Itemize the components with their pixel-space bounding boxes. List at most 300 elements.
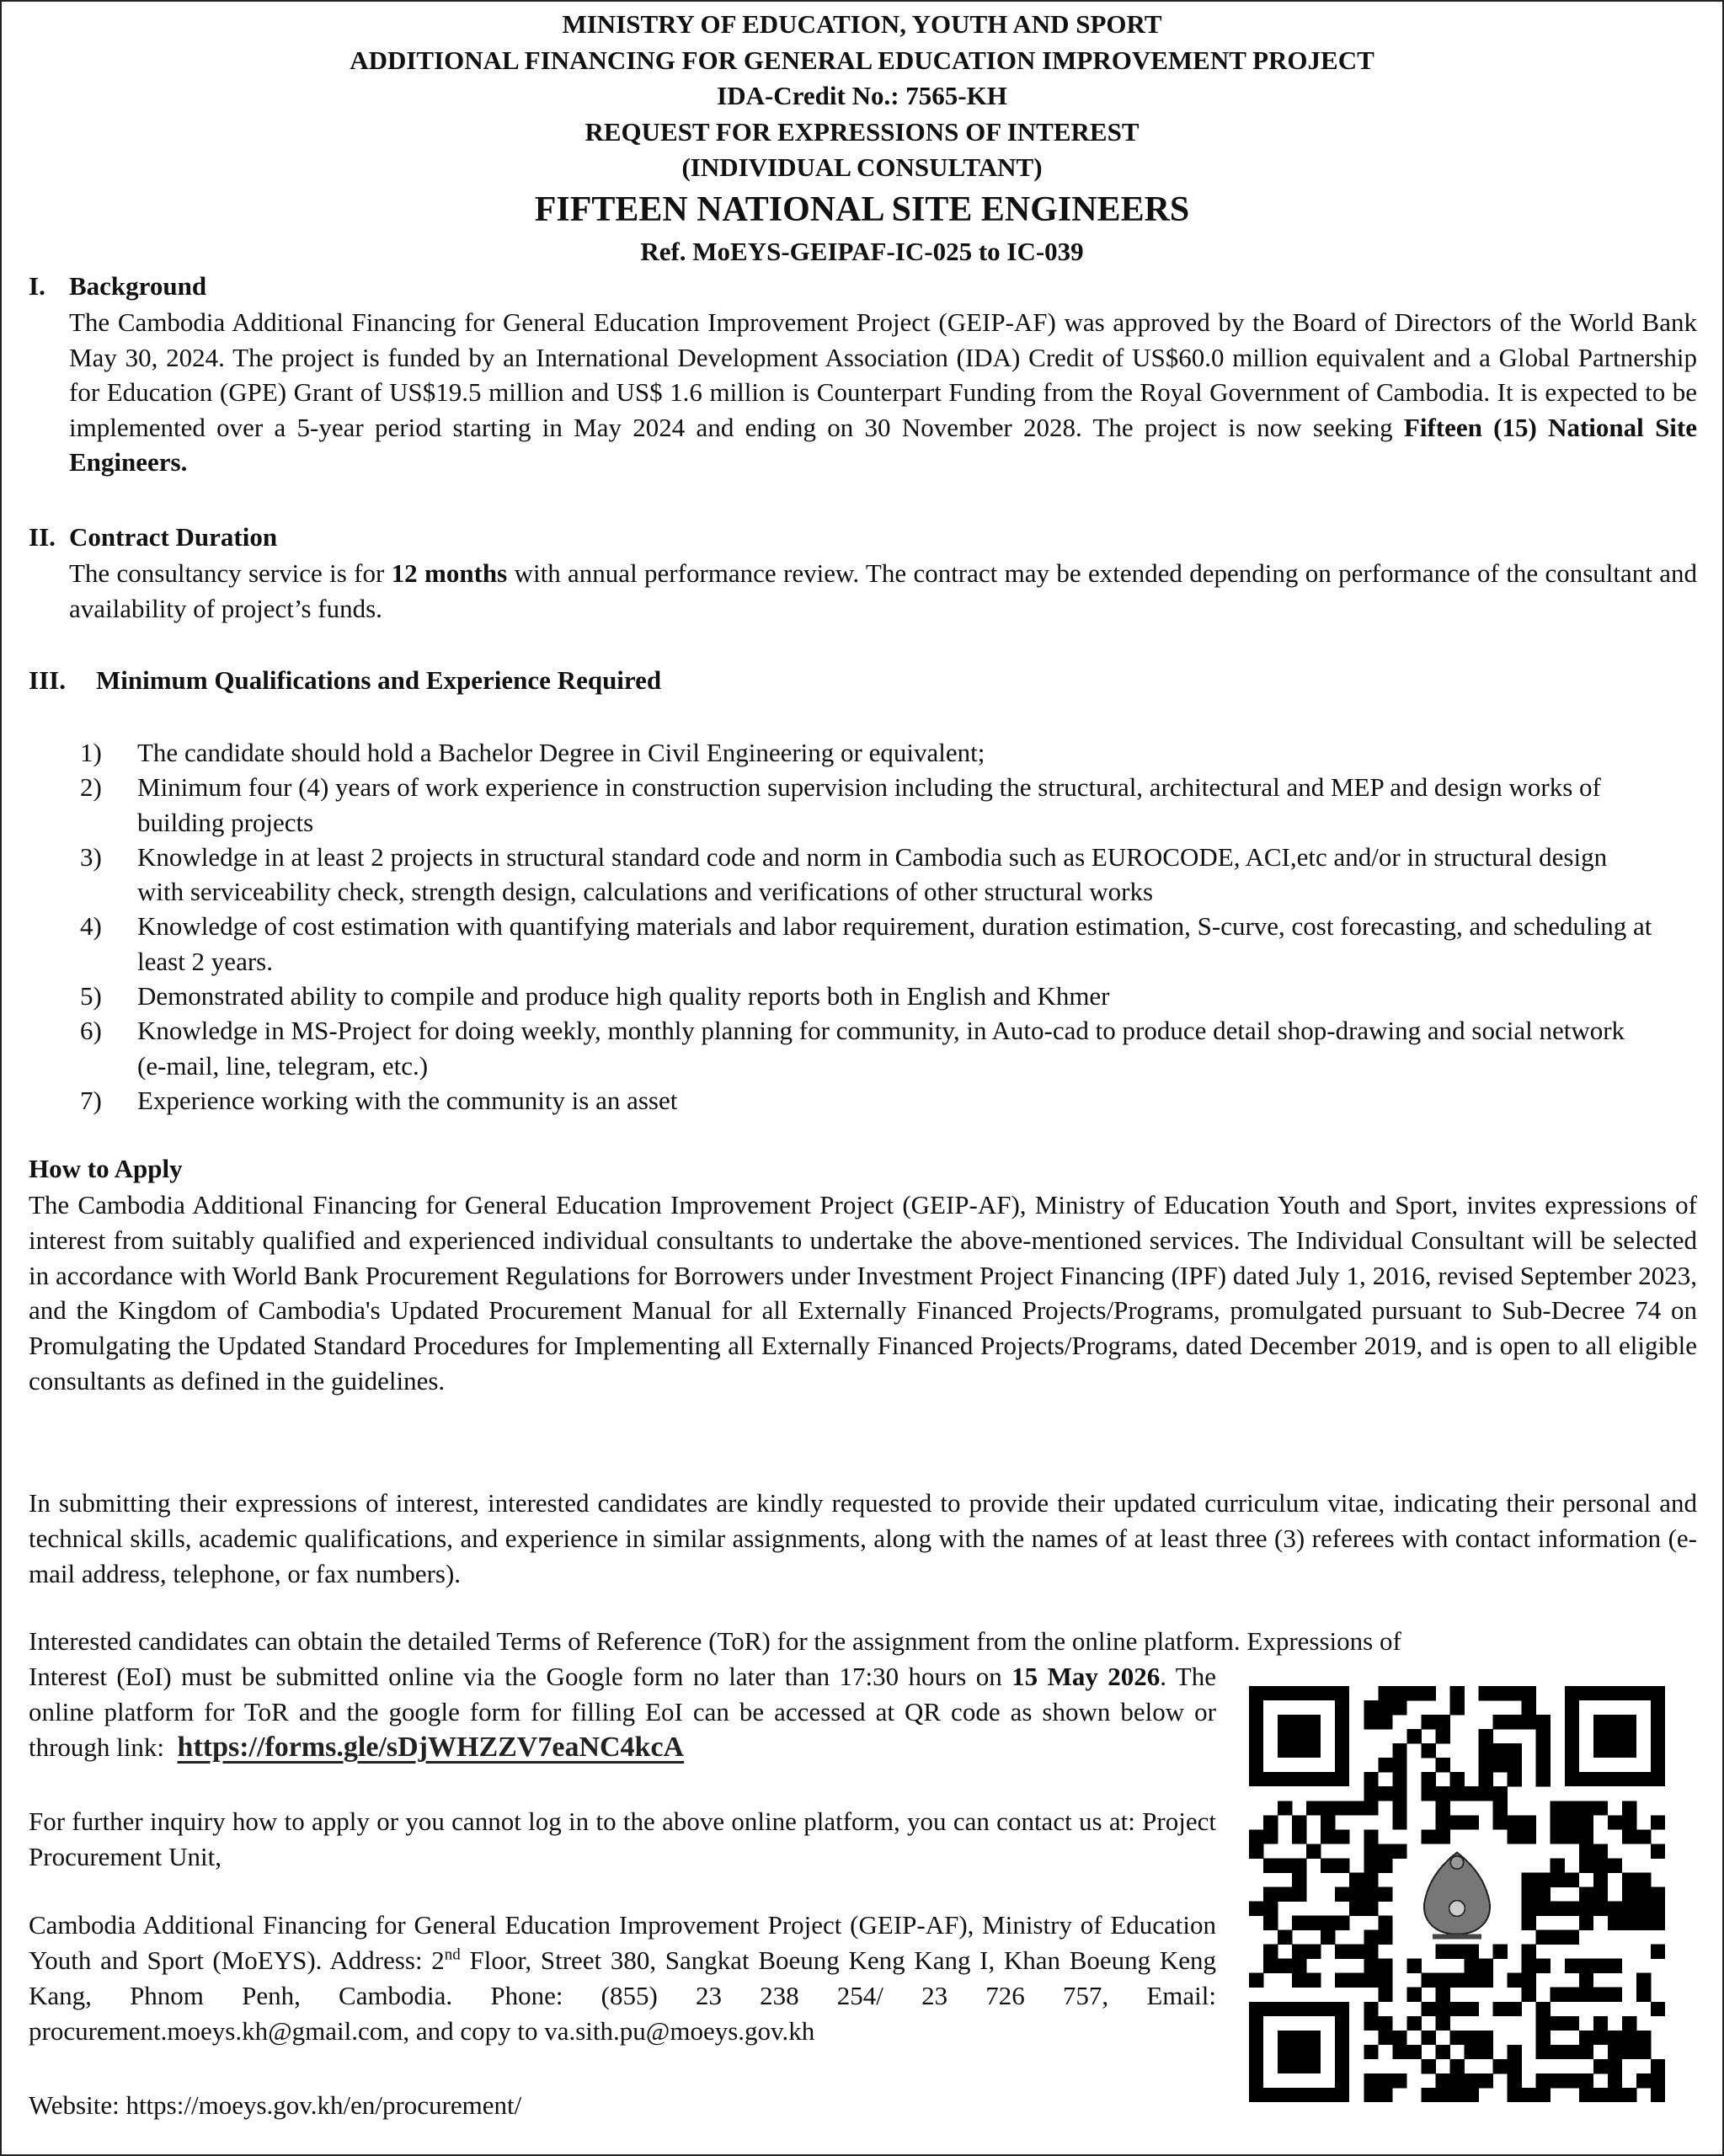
contact-address-paragraph (29, 1908, 1216, 2049)
qr-module (1579, 2073, 1593, 2088)
qr-module (1321, 1801, 1335, 1815)
qr-module (1335, 1829, 1349, 1844)
qr-module (1392, 1801, 1406, 1815)
background-text: The Cambodia Additional Financing for General Education Improvement Project (GEIP-AF) was approved by the Board of Directors of the World Bank May 30, 2024. The project is funded by an International Development Association (IDA) Credit of US$60.0 million equivalent and a Global Partnership for Education (GPE) Grant of US$19.5 million and US$ 1.6 million is Counterpart Funding from the Royal Government of Cambodia. It is expected to be implemented over a 5-year period starting in May 2024 and ending on 30 November 2028. The project is now seeking (69, 307, 1697, 442)
contract-text: The consultancy service is for (69, 558, 392, 588)
qr-module (1651, 1886, 1665, 1901)
qr-module (1406, 1686, 1421, 1700)
qr-module (1435, 1945, 1449, 1959)
qr-module (1449, 2059, 1464, 2073)
qr-module (1636, 1886, 1651, 1901)
qr-module (1551, 1988, 1565, 2002)
qr-module (1565, 1930, 1579, 1945)
contract-paragraph (69, 556, 1697, 626)
ordinal-suffix: nd (444, 1945, 461, 1964)
qr-module (1636, 2045, 1651, 2059)
qr-module (1508, 2059, 1522, 2073)
qr-module (1579, 2045, 1593, 2059)
qr-module (1249, 1973, 1263, 1988)
qr-module (1421, 1786, 1435, 1801)
qr-module (1493, 1815, 1508, 1829)
qr-module (1364, 1700, 1378, 1715)
qr-module (1406, 1729, 1421, 1743)
qr-module (1378, 1988, 1392, 2002)
qr-module (1551, 1930, 1565, 1945)
qr-module (1522, 1959, 1536, 1973)
qr-module (1651, 1844, 1665, 1858)
qr-module (1449, 2073, 1464, 2088)
qr-module (1593, 2059, 1608, 2073)
qr-module (1479, 1743, 1493, 1758)
qr-module (1292, 1858, 1306, 1872)
qr-module (1479, 1959, 1493, 1973)
qr-module (1551, 1902, 1565, 1916)
qr-module (1392, 2045, 1406, 2059)
list-text: Minimum four (4) years of work experience in construction supervision including the structural, architectural and MEP and design works of building projects (137, 772, 1601, 837)
qr-module (1508, 1829, 1522, 1844)
qr-module (1349, 1872, 1364, 1886)
project-name: ADDITIONAL FINANCING FOR GENERAL EDUCATION IMPROVEMENT PROJECT (350, 45, 1374, 75)
qr-module (1608, 1815, 1622, 1829)
section-number: III. (29, 665, 66, 695)
qr-module (1292, 1973, 1306, 1988)
qr-module (1435, 1973, 1449, 1988)
qr-finder-bottom-left (1249, 2002, 1349, 2102)
qr-module (1321, 1858, 1335, 1872)
qr-module (1651, 2073, 1665, 2088)
qr-module (1593, 1801, 1608, 1815)
qr-module (1465, 1959, 1479, 1973)
qr-module (1493, 1801, 1508, 1815)
section-title: Contract Duration (69, 522, 278, 552)
qr-module (1392, 1686, 1406, 1700)
qr-module (1565, 1801, 1579, 1815)
qr-module (1292, 1916, 1306, 1930)
qr-module (1522, 1988, 1536, 2002)
qr-module (1608, 2045, 1622, 2059)
qr-module (1306, 1916, 1321, 1930)
qr-module (1335, 1858, 1349, 1872)
list-item (80, 770, 1655, 840)
qr-module (1435, 1786, 1449, 1801)
qr-module (1608, 1916, 1622, 1930)
qr-module (1465, 2031, 1479, 2045)
google-form-link[interactable]: https://forms.gle/sDjWHZZV7eaNC4kcA (177, 1732, 685, 1763)
qr-module (1364, 1930, 1378, 1945)
qr-module (1406, 1988, 1421, 2002)
qr-module (1378, 1858, 1392, 1872)
qr-module (1522, 1886, 1536, 1901)
qr-module (1522, 1815, 1536, 1829)
qr-module (1579, 1815, 1593, 1829)
qr-module (1449, 1815, 1464, 1829)
qr-module (1292, 1959, 1306, 1973)
qr-module (1579, 1902, 1593, 1916)
qr-module (1306, 1801, 1321, 1815)
qr-module (1508, 1743, 1522, 1758)
qr-module (1608, 2073, 1622, 2088)
qr-module (1608, 1959, 1622, 1973)
qr-module (1579, 1916, 1593, 1930)
qr-module (1378, 1758, 1392, 1772)
background-highlight: Fifteen (15) National Site Engineers. (69, 412, 1697, 477)
qr-module (1392, 1815, 1406, 1829)
qr-module (1263, 1945, 1278, 1959)
qr-module (1465, 1786, 1479, 1801)
qr-module (1622, 1872, 1636, 1886)
list-item (80, 979, 1655, 1013)
qr-module (1593, 1844, 1608, 1858)
qr-module (1406, 1959, 1421, 1973)
qr-module (1465, 2073, 1479, 2088)
qr-finder-top-right (1565, 1686, 1665, 1786)
qr-module (1508, 1772, 1522, 1786)
qr-module (1435, 1729, 1449, 1743)
qr-module (1349, 1973, 1364, 1988)
qr-module (1579, 1829, 1593, 1844)
qr-module (1465, 2002, 1479, 2016)
qr-module (1479, 1729, 1493, 1743)
section-heading-qualifications (29, 665, 661, 696)
qr-module (1536, 1930, 1551, 1945)
qr-module (1593, 1872, 1608, 1886)
qr-module (1522, 1872, 1536, 1886)
contract-duration: 12 months (391, 558, 508, 588)
qr-module (1249, 1829, 1263, 1844)
qr-module (1435, 2088, 1449, 2102)
qr-module (1522, 1829, 1536, 1844)
qr-module (1421, 1686, 1435, 1700)
qr-module (1608, 2031, 1622, 2045)
section-number: II. (29, 522, 56, 552)
qr-module (1493, 2002, 1508, 2016)
qr-module (1536, 1886, 1551, 1901)
inquiry-paragraph: For further inquiry how to apply or you cannot log in to the above online platform, you can contact us at: Project Procurement Unit, (29, 1806, 1216, 1871)
qr-module (1392, 1758, 1406, 1772)
qr-module (1551, 1872, 1565, 1886)
qr-module (1421, 1743, 1435, 1758)
qr-module (1565, 1959, 1579, 1973)
qr-module (1622, 1815, 1636, 1829)
qr-code-icon[interactable] (1249, 1686, 1665, 2102)
qr-module (1536, 2088, 1551, 2102)
qr-module (1421, 2031, 1435, 2045)
section-title: Minimum Qualifications and Experience Required (96, 665, 662, 695)
qr-module (1536, 1872, 1551, 1886)
qr-module (1622, 1829, 1636, 1844)
position-title: FIFTEEN NATIONAL SITE ENGINEERS (534, 189, 1190, 229)
qr-module (1551, 2073, 1565, 2088)
qr-module (1435, 1801, 1449, 1815)
qr-module (1636, 2073, 1651, 2088)
qr-module (1508, 1758, 1522, 1772)
qr-module (1551, 2045, 1565, 2059)
link-intro-text: . The online platform for ToR and the google form for filling EoI can be accessed at QR code as shown below or through link: (29, 1662, 1216, 1762)
qr-module (1508, 1686, 1522, 1700)
qr-module (1565, 1902, 1579, 1916)
section-heading-background (29, 271, 206, 302)
list-text: Knowledge of cost estimation with quantifying materials and labor requirement, duration estimation, S-curve, cost forecasting, and scheduling at least 2 years. (137, 911, 1652, 976)
qr-module (1651, 1902, 1665, 1916)
qr-module (1292, 1829, 1306, 1844)
qr-module (1349, 1801, 1364, 1815)
qr-module (1263, 1829, 1278, 1844)
qr-module (1364, 1872, 1378, 1886)
qr-module (1522, 2088, 1536, 2102)
qr-module (1479, 1973, 1493, 1988)
qr-module (1565, 2045, 1579, 2059)
qr-module (1364, 1829, 1378, 1844)
qr-module (1321, 1815, 1335, 1829)
qr-module (1435, 2073, 1449, 2088)
qr-module (1622, 2088, 1636, 2102)
qr-module (1364, 2002, 1378, 2016)
qr-module (1636, 1872, 1651, 1886)
credit-number: IDA-Credit No.: 7565-KH (717, 81, 1007, 110)
qr-module (1421, 2002, 1435, 2016)
list-item (80, 1013, 1655, 1083)
qr-module (1493, 1743, 1508, 1758)
qr-module (1364, 2088, 1378, 2102)
qr-module (1522, 1916, 1536, 1930)
qr-module (1536, 2002, 1551, 2016)
qr-module (1335, 1973, 1349, 1988)
list-number: 3) (80, 841, 102, 872)
qr-module (1622, 2016, 1636, 2031)
qr-module (1406, 2045, 1421, 2059)
qr-module (1579, 2088, 1593, 2102)
website-line: Website: https://moeys.gov.kh/en/procurement/ (29, 2090, 522, 2120)
qr-module (1364, 1959, 1378, 1973)
qr-module (1479, 1758, 1493, 1772)
qr-module (1651, 1815, 1665, 1829)
qr-module (1579, 1988, 1593, 2002)
qr-module (1449, 2002, 1464, 2016)
qr-module (1364, 2045, 1378, 2059)
qr-module (1449, 1686, 1464, 1700)
request-title: REQUEST FOR EXPRESSIONS OF INTEREST (584, 116, 1140, 147)
qr-module (1636, 1916, 1651, 1930)
qr-module (1449, 1772, 1464, 1786)
contract-text-rest: with annual performance review. The contract may be extended depending on performance of the consultant and availability of project’s funds. (69, 558, 1697, 623)
qr-module (1636, 2031, 1651, 2045)
qr-module (1349, 1886, 1364, 1901)
qr-module (1536, 1772, 1551, 1786)
qr-module (1421, 2059, 1435, 2073)
qr-module (1522, 1715, 1536, 1729)
qr-module (1249, 1844, 1263, 1858)
qr-module (1435, 1829, 1449, 1844)
qr-module (1263, 1815, 1278, 1829)
list-number: 5) (80, 981, 102, 1011)
qr-module (1565, 1829, 1579, 1844)
list-item (80, 840, 1655, 910)
qr-module (1421, 1772, 1435, 1786)
qr-module (1551, 1801, 1565, 1815)
qr-module (1551, 2016, 1565, 2031)
qr-module (1493, 1758, 1508, 1772)
qr-module (1493, 1686, 1508, 1700)
qr-module (1622, 1801, 1636, 1815)
qr-module (1536, 2031, 1551, 2045)
qr-module (1565, 2016, 1579, 2031)
qr-module (1593, 2088, 1608, 2102)
consultant-type: (INDIVIDUAL CONSULTANT) (681, 152, 1043, 182)
qr-module (1306, 1945, 1321, 1959)
qr-module (1335, 1916, 1349, 1930)
qr-code-graphic (1249, 1686, 1665, 2102)
qr-module (1608, 1858, 1622, 1872)
qr-module (1306, 1844, 1321, 1858)
qr-module (1608, 1988, 1622, 2002)
document-header (0, 7, 1724, 270)
list-text: The candidate should hold a Bachelor Degree in Civil Engineering or equivalent; (137, 738, 985, 767)
qr-module (1449, 1786, 1464, 1801)
section-heading-how-to-apply (29, 1154, 183, 1184)
qr-module (1536, 1729, 1551, 1743)
qr-module (1508, 1815, 1522, 1829)
qr-module (1263, 1886, 1278, 1901)
qr-module (1636, 1988, 1651, 2002)
qr-module (1622, 1916, 1636, 1930)
qr-module (1335, 1801, 1349, 1815)
qr-module (1292, 1872, 1306, 1886)
qr-module (1622, 2045, 1636, 2059)
qr-module (1536, 2073, 1551, 2088)
qr-module (1421, 2088, 1435, 2102)
reference-number: Ref. MoEYS-GEIPAF-IC-025 to IC-039 (640, 236, 1084, 266)
qr-module (1435, 2045, 1449, 2059)
qr-module (1349, 1945, 1364, 1959)
list-item (80, 735, 1655, 770)
qr-module (1449, 1945, 1464, 1959)
qr-module (1508, 2045, 1522, 2059)
qr-module (1465, 2088, 1479, 2102)
qr-module (1378, 1844, 1392, 1858)
qr-module (1321, 1829, 1335, 1844)
qr-module (1263, 1902, 1278, 1916)
qr-module (1406, 2016, 1421, 2031)
qr-module (1392, 1786, 1406, 1801)
qr-module (1493, 1715, 1508, 1729)
qr-module (1435, 1988, 1449, 2002)
qr-finder-top-left (1249, 1686, 1349, 1786)
qr-module (1364, 1886, 1378, 1901)
ministry-name: MINISTRY OF EDUCATION, YOUTH AND SPORT (562, 9, 1162, 39)
qr-module (1536, 1902, 1551, 1916)
deadline-date: 15 May 2026 (1011, 1662, 1161, 1691)
qr-module (1593, 1858, 1608, 1872)
qr-module (1364, 1715, 1378, 1729)
qr-module (1651, 1945, 1665, 1959)
qr-module (1392, 1844, 1406, 1858)
qr-module (1378, 1886, 1392, 1901)
qr-module (1378, 1916, 1392, 1930)
qr-module (1364, 1945, 1378, 1959)
qr-module (1378, 2016, 1392, 2031)
qr-module (1536, 1758, 1551, 1772)
qr-module (1479, 2045, 1493, 2059)
qr-module (1465, 2045, 1479, 2059)
qr-module (1565, 1815, 1579, 1829)
qr-module (1364, 1858, 1378, 1872)
qr-module (1593, 1902, 1608, 1916)
qr-module (1579, 1801, 1593, 1815)
qr-module (1292, 1886, 1306, 1901)
list-text: Knowledge in at least 2 projects in structural standard code and norm in Cambodia such as EUROCODE, ACI,etc and/or in structural design with serviceability check, strength design, calculations and verifications of other structural works (137, 841, 1608, 907)
qr-module (1551, 1858, 1565, 1872)
qr-module (1378, 1959, 1392, 1973)
qr-module (1508, 2002, 1522, 2016)
qr-module (1536, 2045, 1551, 2059)
how-to-apply-paragraph-2: In submitting their expressions of interest, interested candidates are kindly requested to provide their updated curriculum vitae, indicating their personal and technical skills, academic qualifications, and experience in similar assignments, along with the names of at least three (3) referees with contact information (e-mail address, telephone, or fax numbers). (29, 1488, 1697, 1588)
qr-module (1435, 1758, 1449, 1772)
qr-module (1364, 2016, 1378, 2031)
qr-module (1278, 1886, 1292, 1901)
qr-module (1508, 2088, 1522, 2102)
qr-module (1378, 1973, 1392, 1988)
qr-module (1449, 2031, 1464, 2045)
qr-module (1579, 1858, 1593, 1872)
list-number: 6) (80, 1016, 102, 1046)
deadline-text: Interest (EoI) must be submitted online via the Google form no later than 17:30 hours on (29, 1662, 1012, 1691)
qr-module (1378, 2031, 1392, 2045)
qr-module (1479, 1772, 1493, 1786)
qr-module (1536, 1743, 1551, 1758)
section-heading-contract (29, 522, 277, 552)
qr-module (1651, 2088, 1665, 2102)
qr-module (1364, 1772, 1378, 1786)
list-text: Experience working with the community is an asset (137, 1085, 678, 1115)
how-to-apply-paragraph-1: The Cambodia Additional Financing for General Education Improvement Project (GEIP-AF), Ministry of Education Youth and Sport, invites expressions of interest from suitably qualified and experienced individual consultants to undertake the above-mentioned services. The Individual Consultant will be selected in accordance with World Bank Procurement Regulations for Borrowers under Investment Project Financing (IPF) dated July 1, 2016, revised September 2023, and the Kingdom of Cambodia's Updated Procurement Manual for all Externally Financed Projects/Programs, promulgated pursuant to Sub-Decree 74 on Promulgating the Updated Standard Procedures for Implementing all Externally Financed Projects/Programs, dated December 2019, and is open to all eligible consultants as defined in the guidelines. (29, 1190, 1697, 1396)
qr-module (1522, 1686, 1536, 1700)
qualifications-list (80, 735, 1655, 1118)
qr-module (1392, 1700, 1406, 1715)
qr-module (1278, 1858, 1292, 1872)
qr-module (1465, 1815, 1479, 1829)
list-item (80, 1083, 1655, 1118)
qr-module (1522, 1945, 1536, 1959)
qr-module (1449, 1973, 1464, 1988)
qr-module (1536, 1959, 1551, 1973)
qr-module (1636, 1829, 1651, 1844)
qr-module (1565, 1872, 1579, 1886)
qr-module (1593, 2016, 1608, 2031)
qr-module (1636, 1902, 1651, 1916)
qr-module (1493, 1786, 1508, 1801)
list-text: Demonstrated ability to compile and produce high quality reports both in English and Khmer (137, 981, 1110, 1011)
address-text: Cambodia Additional Financing for General Education Improvement Project (GEIP-AF), Ministry of Education Youth and Sport (MoEYS). Address: 2 (29, 1910, 1216, 1975)
qr-module (1364, 1786, 1378, 1801)
qr-module (1522, 1700, 1536, 1715)
qr-module (1364, 1844, 1378, 1858)
list-number: 7) (80, 1085, 102, 1115)
qr-module (1392, 2031, 1406, 2045)
qr-module (1479, 2073, 1493, 2088)
qr-module (1378, 1700, 1392, 1715)
qr-module (1579, 2031, 1593, 2045)
qr-module (1608, 1902, 1622, 1916)
qr-module (1536, 2016, 1551, 2031)
qr-module (1465, 1945, 1479, 1959)
qr-module (1249, 1902, 1263, 1916)
qr-module (1508, 2073, 1522, 2088)
qr-module (1364, 1801, 1378, 1815)
qr-module (1565, 2073, 1579, 2088)
qr-module (1378, 2073, 1392, 2088)
qr-module (1465, 1973, 1479, 1988)
qr-module (1392, 2073, 1406, 2088)
